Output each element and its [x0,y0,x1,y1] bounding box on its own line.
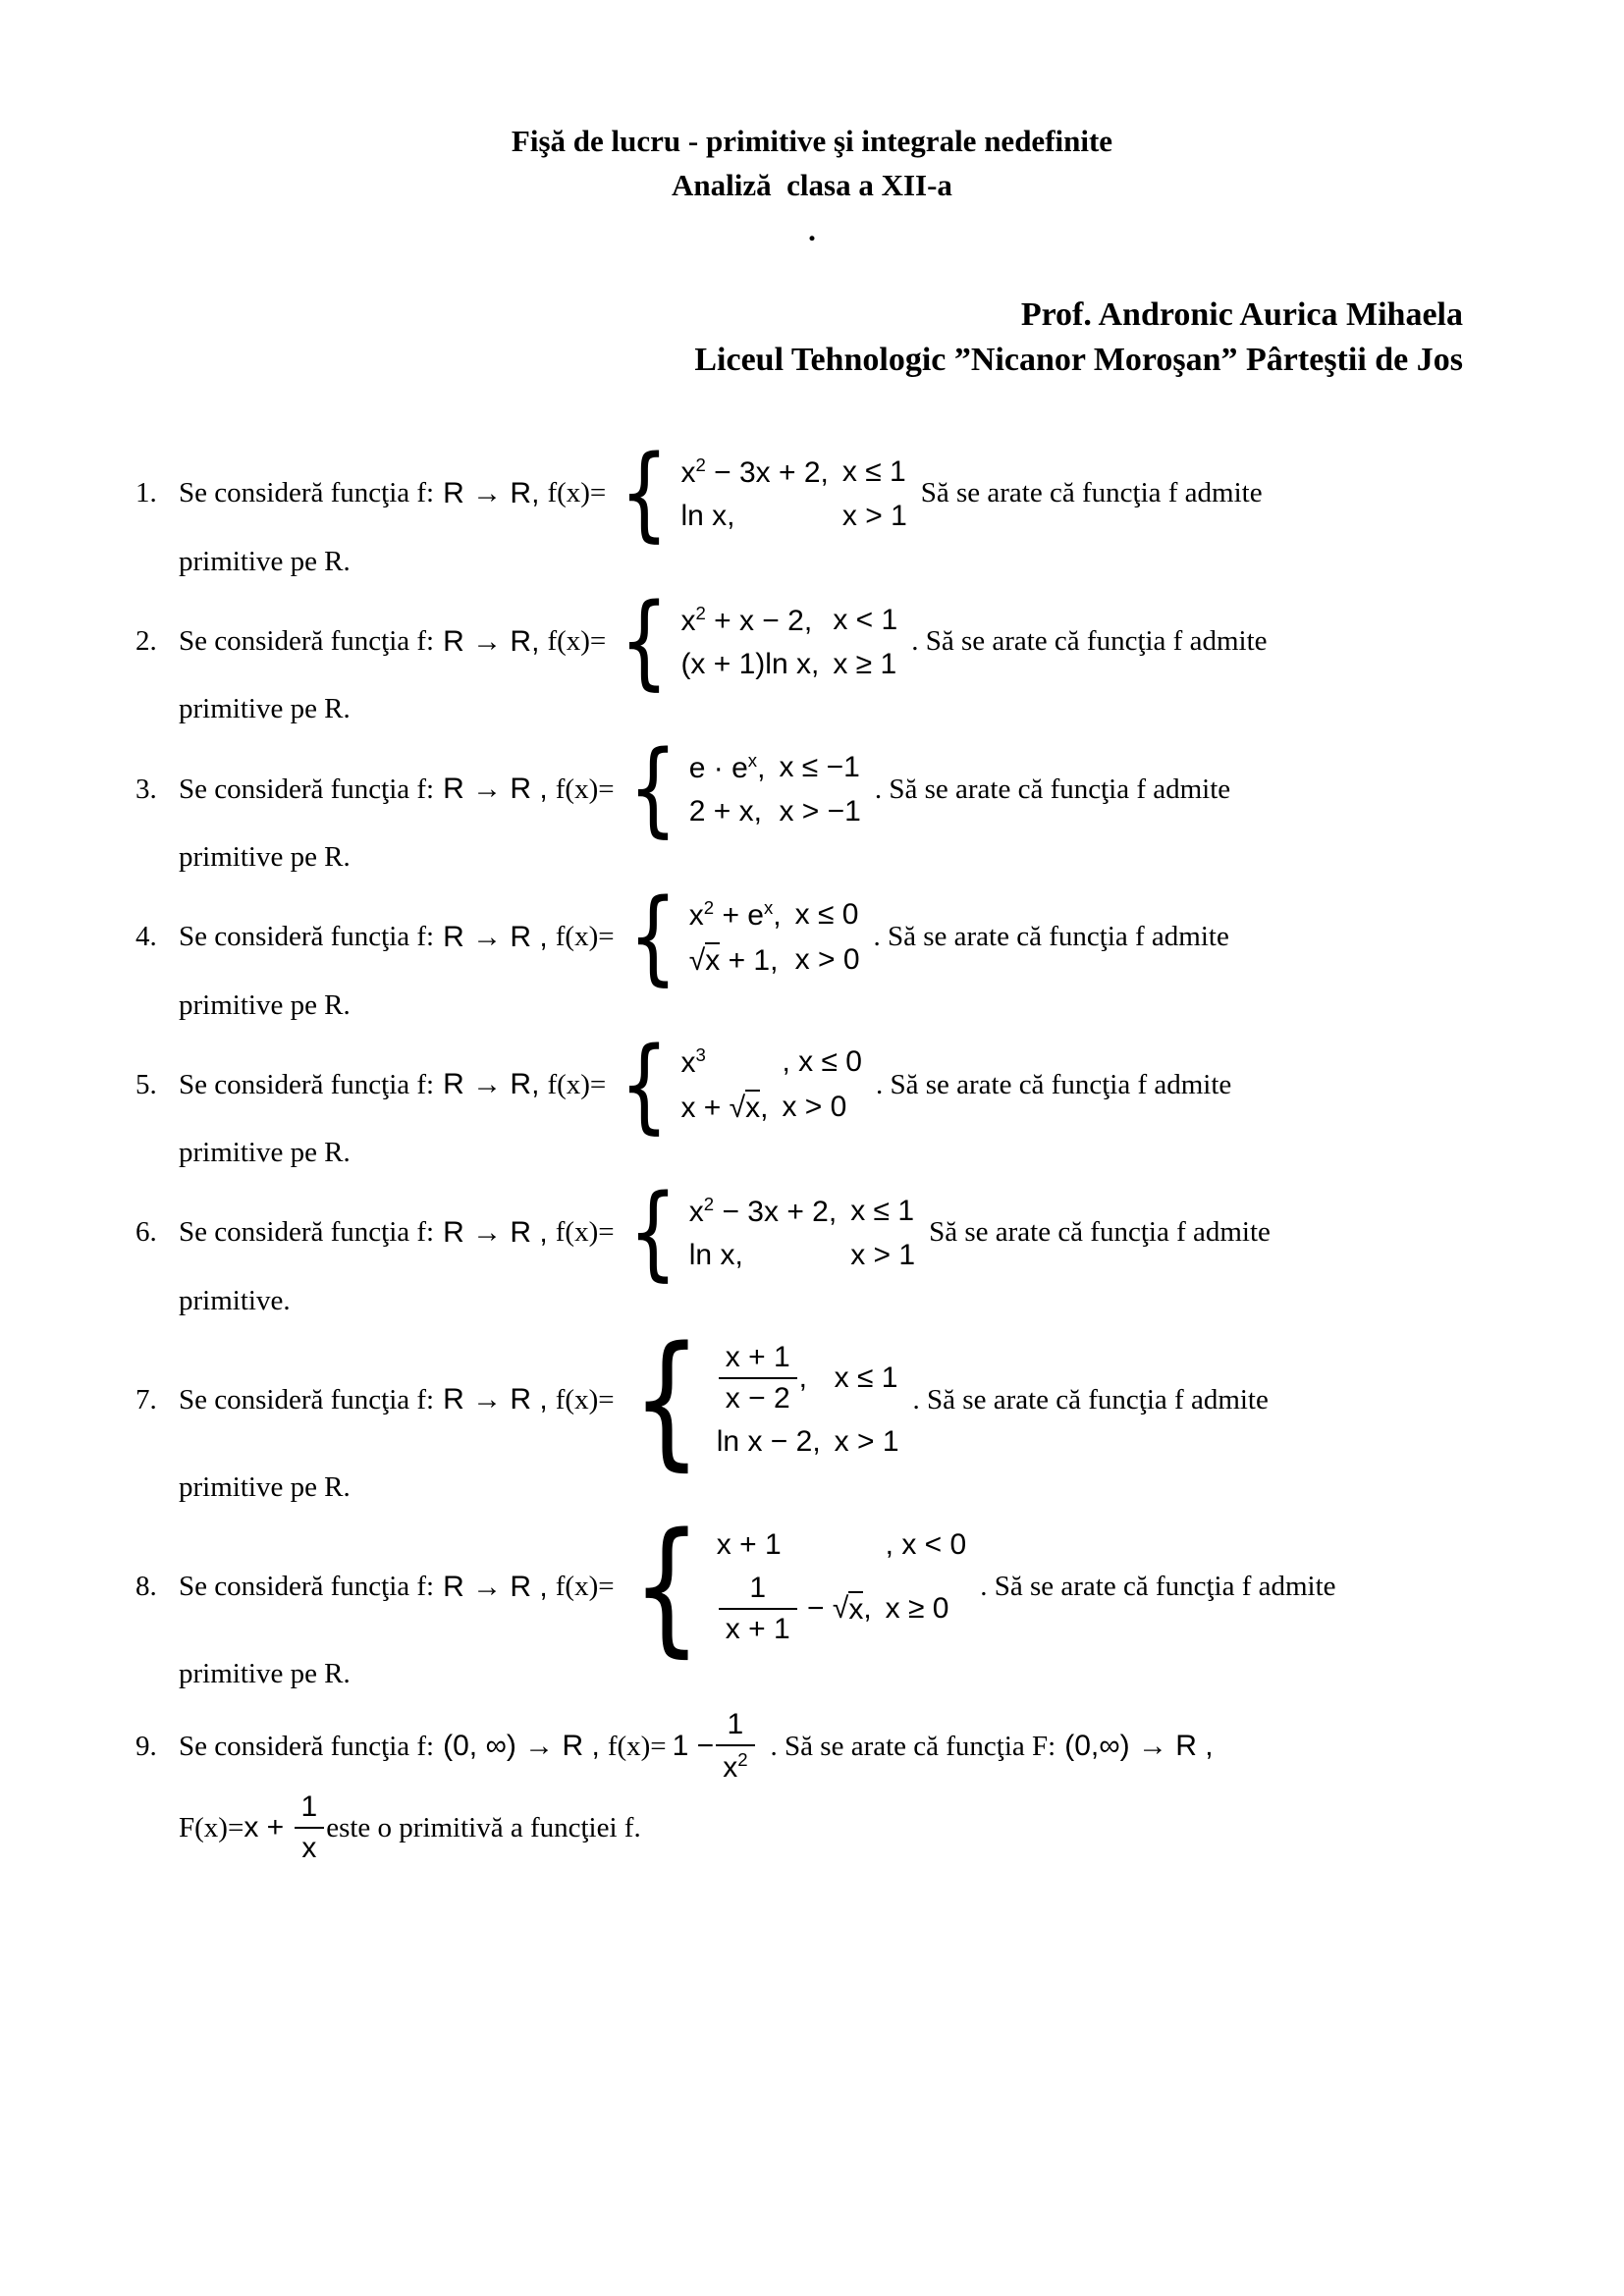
conclusion-text: este o primitivă a funcţiei f. [326,1811,641,1843]
expr-part: , [773,898,782,932]
expr-part: + e [714,898,764,932]
problem-7-signature: R → R , [443,1383,548,1416]
case-expression [680,643,819,686]
problem-6-conclusion: primitive. [179,1284,291,1316]
expr-part: x + 1 [716,1527,782,1561]
radical-icon: √ [688,943,706,977]
case-condition: x > 1 [850,1238,916,1271]
exponent: 2 [695,454,706,475]
case-condition: x ≤ 0 [794,897,859,931]
expr-part: x [688,898,704,932]
problem-2-cases [680,598,897,686]
case-expression [680,598,819,643]
problem-4-signature: R → R , [443,920,548,953]
case-expression [689,1234,837,1277]
problem-3 [135,728,1585,849]
case-row [689,1189,915,1234]
problem-4-number: 4. [135,921,157,953]
radicand: x [745,1092,761,1125]
problem-6-lead: Se consideră funcţia f: [179,1216,435,1249]
radical-icon: √ [832,1591,849,1625]
problem-8-fx: f(x)= [555,1571,615,1602]
radical-icon: √ [729,1092,746,1125]
problem-list [0,433,1624,1865]
case-condition: x ≤ 1 [834,1362,898,1395]
expr-part: x [680,455,696,489]
exponent: x [747,750,758,772]
expr-part: − [798,1591,833,1625]
problem-4 [135,876,1585,996]
case-expression [680,1040,768,1085]
problem-2 [135,580,1585,701]
case-row [689,937,860,983]
fraction-denominator: x [301,1832,317,1865]
fraction-denominator: x − 2 [725,1382,790,1415]
problem-7-conclusion: primitive pe R. [179,1470,351,1503]
author-line: Prof. Andronic Aurica Mihaela [1020,296,1463,334]
fraction-numerator: 1 [295,1790,325,1829]
problem-7-statement: . Să se arate că funcţia f admite [912,1383,1269,1415]
problem-1-statement: Să se arate că funcţia f admite [920,477,1263,509]
problem-6-cases [689,1189,915,1277]
problem-2-lead: Se consideră funcţia f: [179,625,435,658]
document-subtitle: Analiză clasa a XII-a [672,167,952,202]
problem-5-fx: f(x)= [547,1068,607,1100]
case-condition: x > 1 [841,499,907,532]
expr-part: , [863,1591,872,1625]
expr-part: x [688,1195,704,1228]
problem-8-cases [717,1523,966,1651]
case-row [717,1336,899,1420]
case-expression [717,1336,821,1420]
problem-4-statement: . Să se arate că funcţia f admite [873,921,1229,953]
problem-2-signature: R → R, [443,624,540,658]
case-condition: x ≥ 0 [885,1591,949,1625]
expr-part: x [680,604,696,637]
problem-4-cases [689,892,860,983]
case-row [689,790,861,833]
problem-3-cases [689,745,861,833]
case-condition: x ≥ 1 [833,647,897,680]
problem-7 [135,1314,1585,1484]
case-row [680,598,897,643]
problem-9-conclusion [179,1790,1585,1865]
separator-dot: . [808,212,816,247]
problem-3-lead: Se consideră funcţia f: [179,773,435,805]
fraction-numerator: 1 [716,1708,754,1746]
problem-9-signature-F: (0,∞) → R , [1064,1730,1214,1763]
case-row [717,1420,899,1464]
expr-part: ln x − 2, [716,1425,821,1459]
expr-part: x [723,1751,738,1785]
fraction-group [717,1341,807,1415]
problem-9-lead: Se consideră funcţia f: [179,1730,435,1762]
problem-8-number: 8. [135,1571,157,1602]
problem-8-statement: . Să se arate că funcţia f admite [980,1571,1336,1602]
school-line: Liceul Tehnologic ”Nicanor Moroşan” Pârteştii de Jos [694,342,1463,379]
problem-3-number: 3. [135,773,157,805]
problem-7-cases [717,1336,899,1464]
byline-block [0,293,1624,383]
problem-6-statement: Să se arate că funcţia f admite [929,1216,1271,1249]
F-equals: F(x)= [179,1811,244,1843]
problem-3-conclusion: primitive pe R. [179,840,351,873]
case-expression [680,495,828,538]
problem-4-lead: Se consideră funcţia f: [179,921,435,953]
problem-2-statement: . Să se arate că funcţia f admite [911,625,1268,658]
exponent: 2 [695,602,706,623]
case-expression [689,790,766,833]
case-expression [680,1085,768,1130]
problem-5-cases [680,1040,862,1130]
left-brace: { [620,433,670,554]
left-brace: { [627,876,677,996]
fraction [719,1572,797,1646]
case-condition: x ≤ 1 [850,1194,915,1227]
expr-part: , [757,752,766,785]
case-condition: x ≤ −1 [779,751,860,784]
problem-1-lead: Se consideră funcţia f: [179,477,435,509]
case-condition: x > −1 [779,795,861,828]
case-row [680,450,906,495]
expr-part: + 1, [720,943,779,977]
problem-9-statement: . Să se arate că funcţia F: [770,1730,1056,1762]
case-condition: x > 1 [834,1425,899,1459]
case-expression [689,892,782,937]
expr-part: 1 − [672,1730,715,1763]
fraction-group [717,1572,872,1646]
problem-2-number: 2. [135,625,157,658]
problem-8-lead: Se consideră funcţia f: [179,1571,435,1602]
problem-5 [135,1024,1585,1145]
case-expression [689,1189,837,1234]
case-condition: x > 0 [782,1091,847,1124]
exponent: x [763,896,774,918]
problem-6-signature: R → R , [443,1215,548,1249]
problem-2-fx: f(x)= [547,625,607,658]
fraction [719,1341,797,1415]
problem-7-fx: f(x)= [555,1383,615,1415]
problem-9-number: 9. [135,1730,157,1762]
expr-part: x + [244,1811,293,1844]
case-condition: x > 0 [794,942,860,976]
left-brace: { [631,1501,701,1671]
expr-part: , [798,1362,807,1395]
problem-9-fx: f(x)= [607,1730,667,1762]
case-condition: , x < 0 [885,1527,967,1561]
problem-3-signature: R → R , [443,773,548,806]
problem-6-number: 6. [135,1216,157,1249]
problem-8-conclusion: primitive pe R. [179,1658,351,1690]
exponent: 3 [695,1044,706,1066]
expr-part: + x − 2, [705,604,813,637]
case-condition: x ≤ 1 [841,454,906,488]
problem-2-conclusion: primitive pe R. [179,693,351,725]
problem-5-signature: R → R, [443,1068,540,1101]
exponent: 2 [703,896,715,918]
fraction-denominator: x + 1 [725,1612,790,1645]
case-expression [689,745,766,790]
expr-part: e · e [688,752,748,785]
case-row [680,643,897,686]
fraction-numerator: 1 [719,1572,797,1610]
exponent: 2 [703,1193,715,1214]
case-row [680,495,906,538]
case-row [717,1567,966,1651]
fraction-numerator: x + 1 [719,1341,797,1379]
problem-5-number: 5. [135,1068,157,1100]
left-brace: { [627,1172,677,1293]
case-expression [680,450,828,495]
case-condition: , x ≤ 0 [782,1045,862,1079]
problem-3-fx: f(x)= [555,773,615,805]
case-expression [689,937,782,983]
exponent: 2 [737,1749,748,1771]
fraction [716,1708,754,1785]
problem-5-lead: Se consideră funcţia f: [179,1068,435,1100]
left-brace: { [620,1024,670,1145]
problem-1-cases [680,450,906,538]
case-row [717,1523,966,1567]
left-brace: { [631,1314,701,1484]
expr-part: x [680,1046,696,1080]
expr-part: ln x, [680,499,735,532]
problem-3-statement: . Să se arate că funcţia f admite [874,773,1231,805]
problem-7-lead: Se consideră funcţia f: [179,1383,435,1415]
problem-1-conclusion: primitive pe R. [179,545,351,577]
case-condition: x < 1 [833,603,898,636]
case-expression [717,1567,872,1651]
case-row [680,1085,862,1130]
case-expression [717,1523,872,1567]
problem-1 [135,433,1585,554]
case-row [689,745,861,790]
document-title: Fişă de lucru - primitive şi integrale nedefinite [511,124,1113,158]
left-brace: { [620,580,670,701]
problem-9-signature: (0, ∞) → R , [443,1730,600,1763]
problem-7-number: 7. [135,1383,157,1415]
radicand: x [705,943,721,977]
problem-1-fx: f(x)= [547,477,607,509]
case-row [680,1040,862,1085]
radicand: x [848,1593,864,1627]
case-row [689,1234,915,1277]
expr-part: (x + 1)ln x, [680,647,820,680]
problem-8-signature: R → R , [443,1570,548,1603]
problem-8 [135,1501,1585,1671]
expr-part: x + [680,1092,730,1125]
problem-1-number: 1. [135,477,157,509]
problem-4-conclusion: primitive pe R. [179,988,351,1021]
problem-6-fx: f(x)= [555,1216,615,1249]
problem-5-statement: . Să se arate că funcţia f admite [875,1068,1232,1100]
problem-6 [135,1172,1585,1293]
problem-4-fx: f(x)= [555,921,615,953]
case-expression [717,1420,821,1464]
fraction-denominator [716,1746,754,1785]
problem-5-conclusion: primitive pe R. [179,1137,351,1169]
expr-part: , [760,1092,769,1125]
case-row [689,892,860,937]
expr-part: 2 + x, [688,795,762,828]
fraction [295,1790,325,1865]
document-header [0,0,1624,383]
expr-part: ln x, [688,1238,743,1271]
problem-9 [135,1708,1585,1785]
expr-part: − 3x + 2, [705,455,829,489]
left-brace: { [627,728,677,849]
problem-1-signature: R → R, [443,476,540,509]
expr-part: − 3x + 2, [714,1195,838,1228]
